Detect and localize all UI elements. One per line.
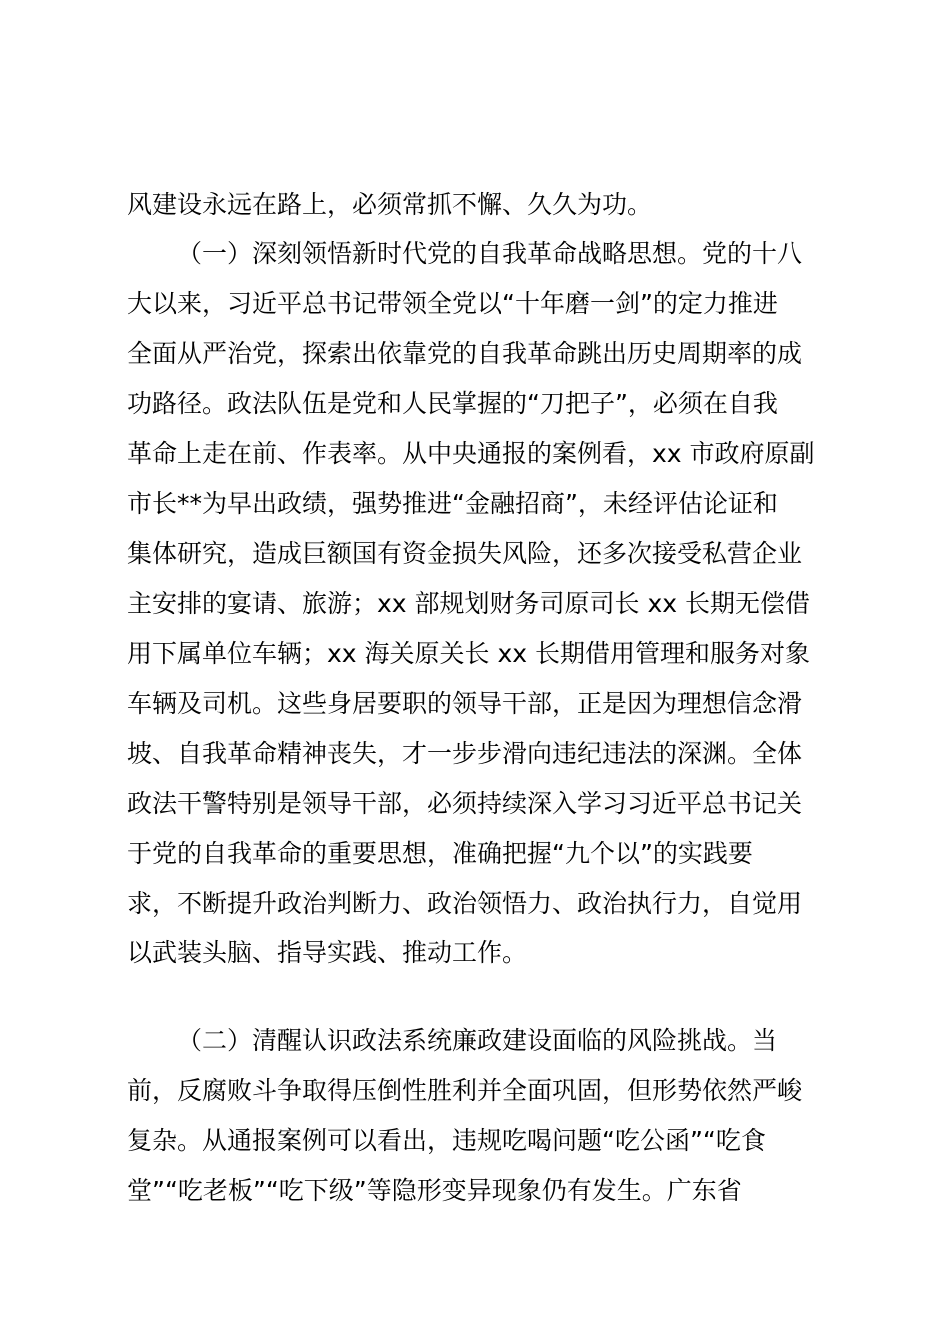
text-line-content: 革命上走在前、作表率。从中央通报的案例看，xx 市政府原副: [127, 439, 815, 468]
text-line: [0, 879, 950, 929]
text-line: [0, 779, 950, 829]
text-line: [0, 379, 950, 429]
text-line: [0, 429, 950, 479]
text-line: [0, 629, 950, 679]
text-line-content: 市长**为早出政绩，强势推进“金融招商”，未经评估论证和: [127, 489, 778, 518]
text-line: [0, 329, 950, 379]
text-line-content: 于党的自我革命的重要思想，准确把握“九个以”的实践要: [127, 839, 753, 868]
text-line: [0, 1166, 950, 1216]
heading-line-content: （二）清醒认识政法系统廉政建设面临的风险挑战。当: [177, 1026, 778, 1055]
text-line-content: 前，反腐败斗争取得压倒性胜利并全面巩固，但形势依然严峻: [127, 1076, 803, 1105]
text-line-content: 求，不断提升政治判断力、政治领悟力、政治执行力，自觉用: [127, 889, 803, 918]
text-line-content: 堂”“吃老板”“吃下级”等隐形变异现象仍有发生。广东省: [127, 1176, 742, 1205]
text-line-content: 全面从严治党，探索出依靠党的自我革命跳出历史周期率的成: [127, 339, 803, 368]
text-line-content: 主安排的宴请、旅游；xx 部规划财务司原司长 xx 长期无偿借: [127, 589, 811, 618]
text-line-content: 功路径。政法队伍是党和人民掌握的“刀把子”，必须在自我: [127, 389, 778, 418]
text-line-content: 以武装头脑、指导实践、推动工作。: [127, 938, 528, 967]
text-line-content: 政法干警特别是领导干部，必须持续深入学习习近平总书记关: [127, 789, 803, 818]
text-line-content: 复杂。从通报案例可以看出，违规吃喝问题“吃公函”“吃食: [127, 1126, 766, 1155]
text-line: [0, 529, 950, 579]
text-line: [0, 679, 950, 729]
heading-line: [0, 1016, 950, 1066]
text-line: [0, 1116, 950, 1166]
text-line: [0, 928, 950, 978]
text-line: [0, 479, 950, 529]
text-line-content: 车辆及司机。这些身居要职的领导干部，正是因为理想信念滑: [127, 689, 803, 718]
text-line-content: 坡、自我革命精神丧失，才一步步滑向违纪违法的深渊。全体: [127, 739, 803, 768]
heading-line-content: （一）深刻领悟新时代党的自我革命战略思想。党的十八: [177, 239, 803, 268]
text-line: [0, 729, 950, 779]
text-line: [0, 180, 950, 230]
text-line-content: 用下属单位车辆；xx 海关原关长 xx 长期借用管理和服务对象: [127, 639, 811, 668]
heading-line: [0, 229, 950, 279]
text-line: [0, 279, 950, 329]
text-line: [0, 579, 950, 629]
text-line: [0, 1066, 950, 1116]
text-line-content: 风建设永远在路上，必须常抓不懈、久久为功。: [127, 190, 653, 219]
text-line-content: 集体研究，造成巨额国有资金损失风险，还多次接受私营企业: [127, 539, 803, 568]
text-line-content: 大以来，习近平总书记带领全党以“十年磨一剑”的定力推进: [127, 289, 778, 318]
text-line: [0, 829, 950, 879]
